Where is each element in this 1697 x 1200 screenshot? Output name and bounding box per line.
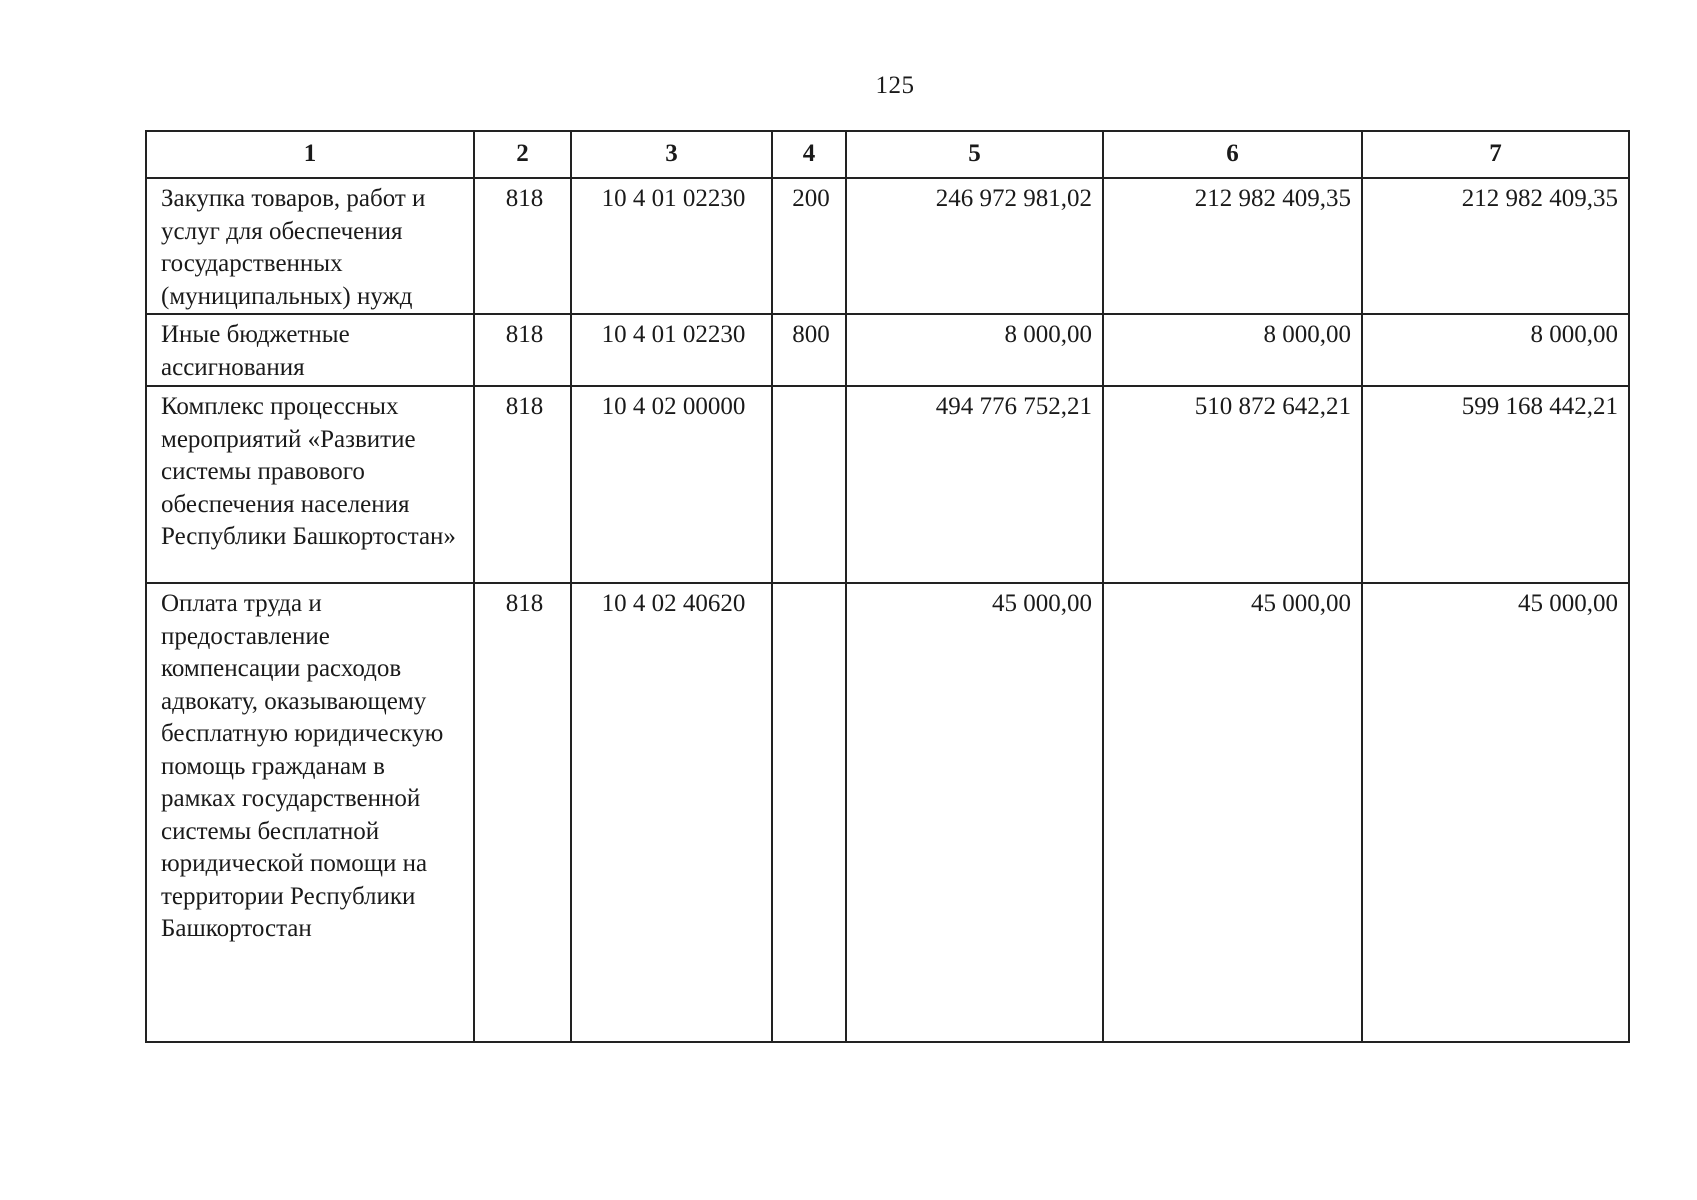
row-col-4 (772, 583, 846, 1042)
row-col-6: 510 872 642,21 (1103, 386, 1362, 583)
row-col-4: 800 (772, 314, 846, 386)
row-col-3: 10 4 01 02230 (571, 178, 772, 314)
header-col-2: 2 (474, 131, 571, 178)
row-name: Иные бюджетные ассигнования (146, 314, 474, 386)
row-col-2: 818 (474, 178, 571, 314)
page-number: 125 (875, 72, 915, 99)
header-col-5: 5 (846, 131, 1103, 178)
row-col-2: 818 (474, 583, 571, 1042)
header-col-7: 7 (1362, 131, 1629, 178)
row-col-5: 8 000,00 (846, 314, 1103, 386)
table-row (146, 178, 1629, 314)
row-col-5: 45 000,00 (846, 583, 1103, 1042)
row-col-5: 494 776 752,21 (846, 386, 1103, 583)
row-col-6: 8 000,00 (1103, 314, 1362, 386)
row-col-5: 246 972 981,02 (846, 178, 1103, 314)
row-col-7: 212 982 409,35 (1362, 178, 1629, 314)
header-row (146, 131, 1629, 178)
row-col-7: 599 168 442,21 (1362, 386, 1629, 583)
row-col-3: 10 4 01 02230 (571, 314, 772, 386)
row-col-4 (772, 386, 846, 583)
row-col-7: 8 000,00 (1362, 314, 1629, 386)
row-col-2: 818 (474, 386, 571, 583)
row-col-3: 10 4 02 40620 (571, 583, 772, 1042)
row-col-7: 45 000,00 (1362, 583, 1629, 1042)
header-col-3: 3 (571, 131, 772, 178)
header-col-4: 4 (772, 131, 846, 178)
row-col-4: 200 (772, 178, 846, 314)
row-name: Комплекс процессных мероприятий «Развитие системы правового обеспечения населения Республики Башкортостан» (146, 386, 474, 583)
row-col-6: 212 982 409,35 (1103, 178, 1362, 314)
row-col-3: 10 4 02 00000 (571, 386, 772, 583)
budget-table (145, 130, 1630, 1043)
table-row (146, 314, 1629, 386)
header-col-6: 6 (1103, 131, 1362, 178)
row-col-2: 818 (474, 314, 571, 386)
table-row (146, 386, 1629, 583)
row-col-6: 45 000,00 (1103, 583, 1362, 1042)
row-name: Закупка товаров, работ и услуг для обеспечения государственных (муниципальных) нужд (146, 178, 474, 314)
row-name: Оплата труда и предоставление компенсации расходов адвокату, оказывающему бесплатную юридическую помощь гражданам в рамках государственной системы бесплатной юридической помощи на территории Республики Башкортостан (146, 583, 474, 1042)
table-row (146, 583, 1629, 1042)
header-col-1: 1 (146, 131, 474, 178)
